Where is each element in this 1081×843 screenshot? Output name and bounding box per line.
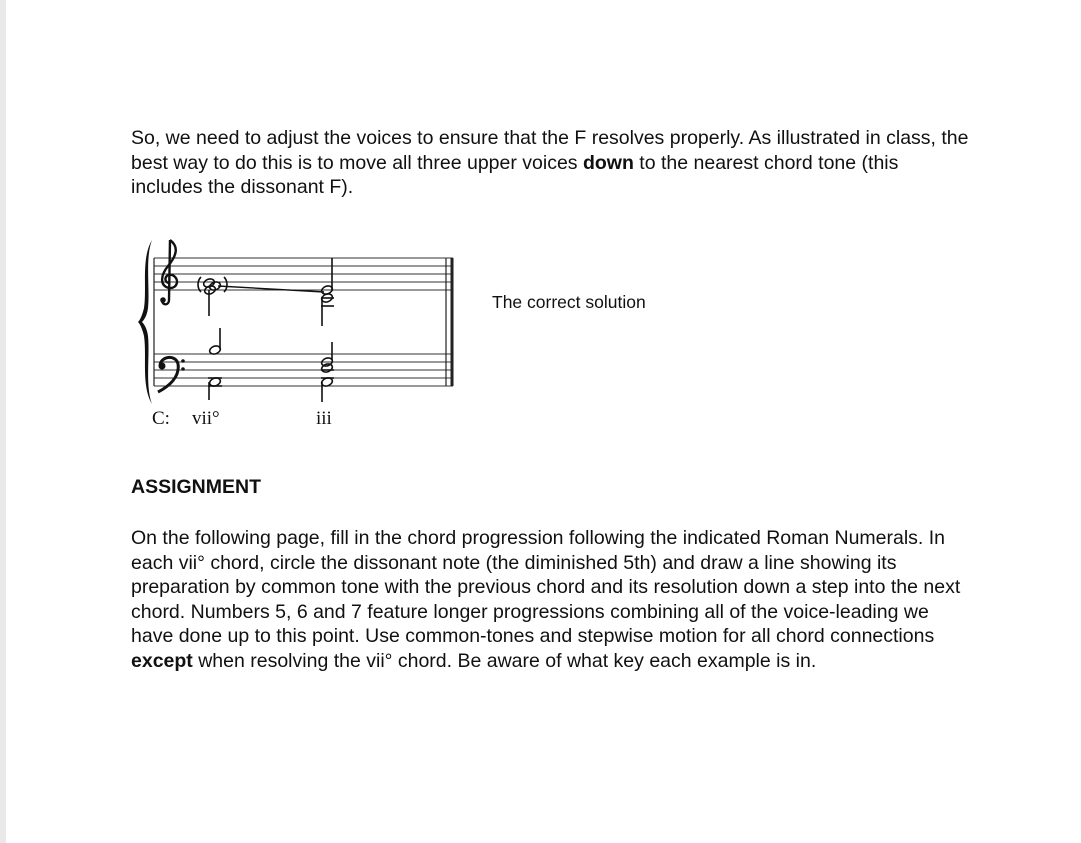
figure-caption: The correct solution <box>492 292 646 312</box>
intro-text-1: So, we need to adjust the voices to ensure that the F resolves properly. As illustrated in class, the best way to do this is to move all three upper voices <box>131 127 969 174</box>
intro-paragraph <box>131 126 971 200</box>
assignment-text-2: when resolving the vii° chord. Be aware of what key each example is in. <box>192 649 817 672</box>
chord2-treble <box>321 258 334 326</box>
assignment-text-1: On the following page, fill in the chord progression following the indicated Roman Numerals. In each vii° chord, circle the dissonant note (the diminished 5th) and draw a line showing its preparation by common tone with the previous chord and its resolution down a step into the next chord. Numbers 5, 6 and 7 feature longer progressions combining all of the voice-leading we have done up to this point. Use common-tones and stepwise motion for all chord connections <box>131 527 961 647</box>
bass-staff <box>154 354 453 386</box>
chord2-bass <box>321 342 334 402</box>
roman-numeral-2: iii <box>316 408 332 429</box>
treble-clef <box>162 240 177 304</box>
assignment-paragraph <box>131 526 971 673</box>
music-score <box>138 228 468 438</box>
intro-text-2: to the nearest chord tone (this includes the dissonant F). <box>131 151 899 198</box>
assignment-bold-except: except <box>131 649 193 672</box>
chord1-treble <box>198 277 227 316</box>
page-edge <box>0 0 6 843</box>
assignment-heading: ASSIGNMENT <box>131 476 262 498</box>
treble-staff <box>154 258 453 290</box>
intro-bold-down: down <box>582 151 634 174</box>
grand-staff-brace <box>138 240 152 404</box>
roman-numeral-1: vii° <box>192 408 220 429</box>
bass-clef <box>158 357 185 392</box>
chord1-bass <box>208 328 222 400</box>
resolution-line <box>218 286 324 292</box>
key-label: C: <box>152 408 170 429</box>
